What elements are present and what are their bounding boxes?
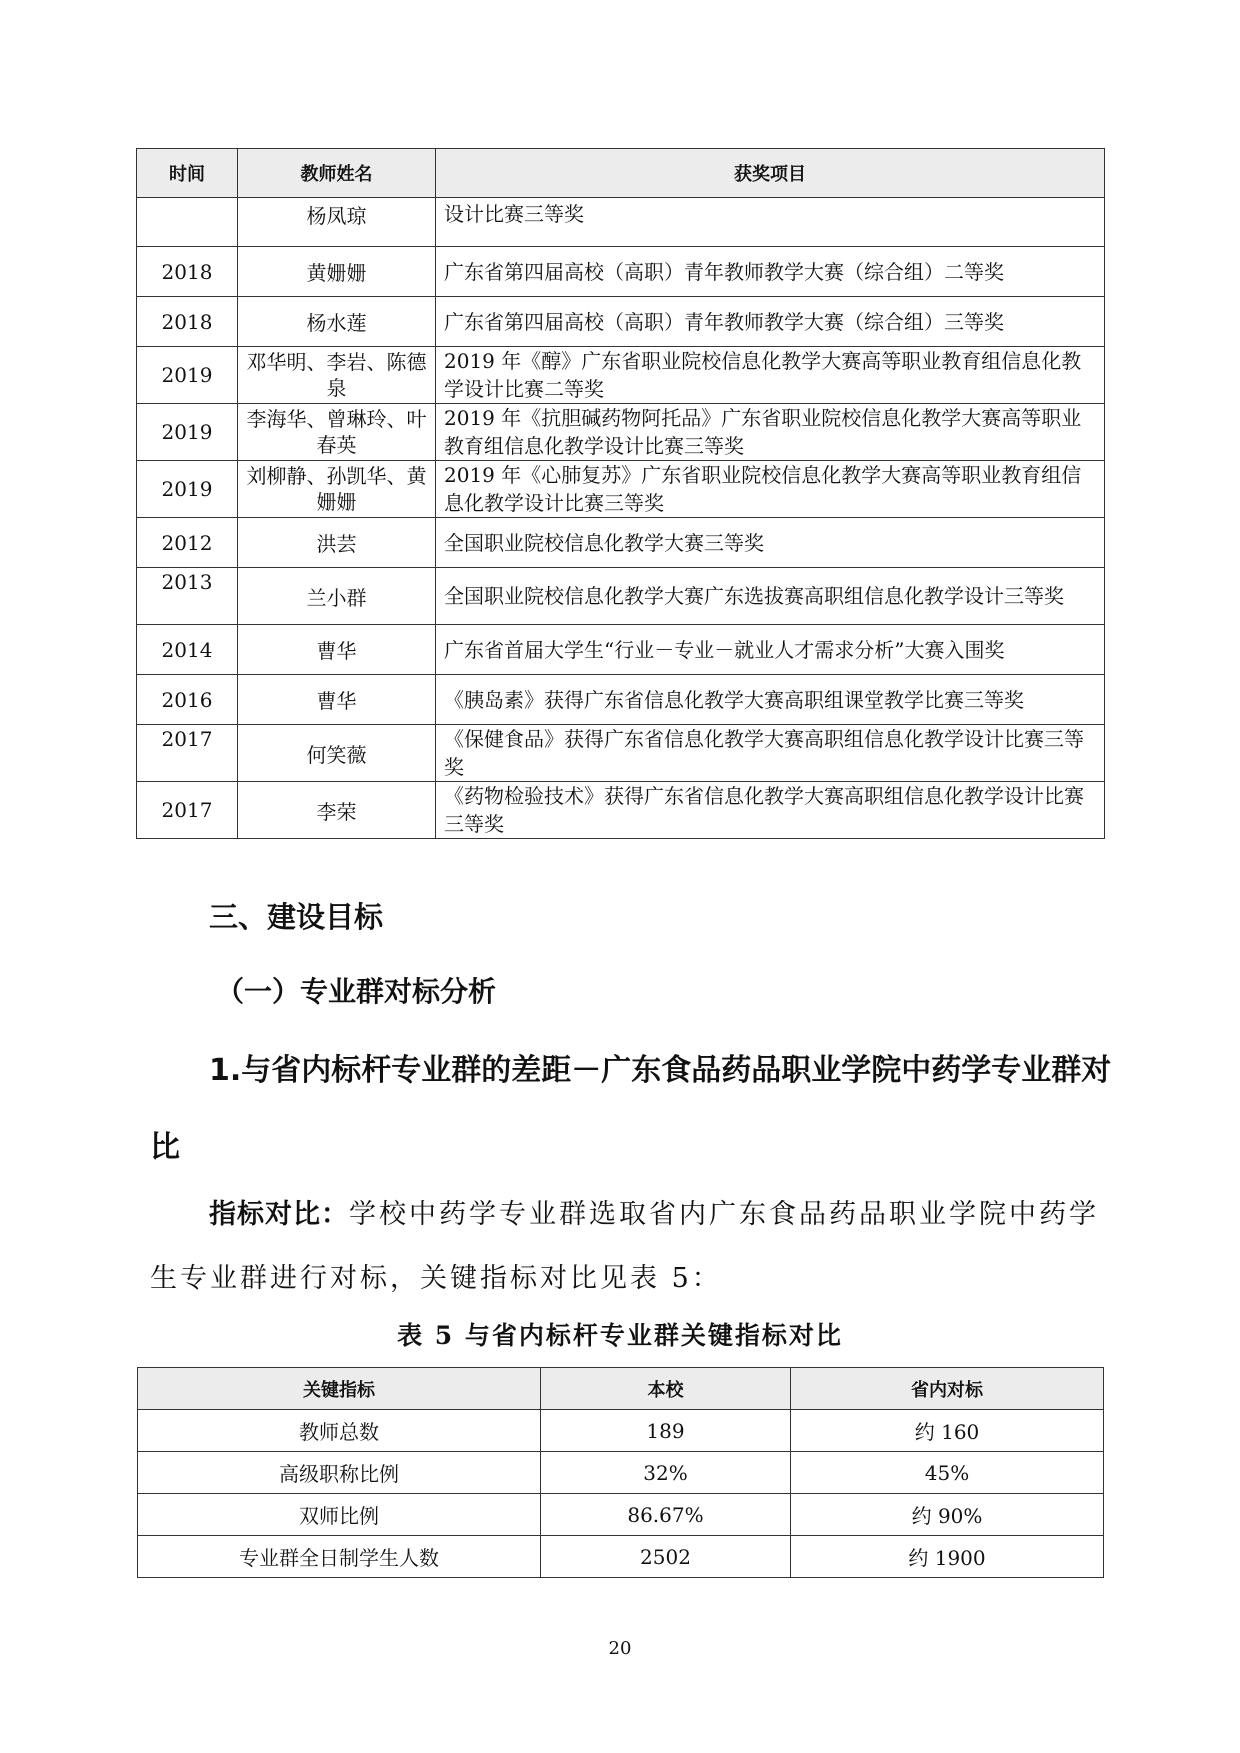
table-row	[138, 1410, 1104, 1452]
teacher-cell: 李荣	[238, 782, 436, 839]
school-cell: 32%	[541, 1452, 791, 1494]
award-cell: 《胰岛素》获得广东省信息化教学大赛高职组课堂教学比赛三等奖	[436, 675, 1105, 725]
teacher-cell: 洪芸	[238, 518, 436, 568]
table-row	[137, 247, 1105, 297]
header-school: 本校	[541, 1368, 791, 1410]
year-cell: 2019	[137, 404, 238, 461]
teacher-cell: 黄姗姗	[238, 247, 436, 297]
teacher-cell: 杨水莲	[238, 297, 436, 347]
metric-cell: 教师总数	[138, 1410, 541, 1452]
benchmark-cell: 约 90%	[791, 1494, 1104, 1536]
school-cell: 189	[541, 1410, 791, 1452]
year-cell: 2012	[137, 518, 238, 568]
award-table-header-row	[137, 149, 1105, 198]
benchmark-cell: 45%	[791, 1452, 1104, 1494]
table-row	[137, 461, 1105, 518]
year-cell: 2019	[137, 461, 238, 518]
metric-cell: 高级职称比例	[138, 1452, 541, 1494]
year-cell	[137, 198, 238, 247]
table-row	[138, 1494, 1104, 1536]
teacher-cell: 李海华、曾琳玲、叶春英	[238, 404, 436, 461]
section-heading: 三、建设目标	[209, 900, 384, 934]
school-cell: 86.67%	[541, 1494, 791, 1536]
award-cell: 全国职业院校信息化教学大赛广东选拔赛高职组信息化教学设计三等奖	[436, 568, 1105, 625]
teacher-cell: 刘柳静、孙凯华、黄姗姗	[238, 461, 436, 518]
teacher-cell: 兰小群	[238, 568, 436, 625]
subsubsection-heading-line2: 比	[150, 1130, 180, 1165]
table-row	[137, 198, 1105, 247]
award-cell: 2019 年《心肺复苏》广东省职业院校信息化教学大赛高等职业教育组信息化教学设计比赛三等奖	[436, 461, 1105, 518]
year-cell: 2013	[137, 568, 238, 625]
table-row	[138, 1452, 1104, 1494]
award-cell: 2019 年《醇》广东省职业院校信息化教学大赛高等职业教育组信息化教学设计比赛二等奖	[436, 347, 1105, 404]
table-row	[137, 625, 1105, 675]
table-row	[137, 782, 1105, 839]
teacher-cell: 杨凤琼	[238, 198, 436, 247]
benchmark-cell: 约 160	[791, 1410, 1104, 1452]
metric-cell: 专业群全日制学生人数	[138, 1536, 541, 1578]
table-row	[138, 1536, 1104, 1578]
metric-table	[137, 1367, 1104, 1578]
teacher-cell: 曹华	[238, 675, 436, 725]
year-cell: 2017	[137, 782, 238, 839]
header-award: 获奖项目	[436, 149, 1105, 198]
award-cell: 广东省第四届高校（高职）青年教师教学大赛（综合组）三等奖	[436, 297, 1105, 347]
table-row	[137, 297, 1105, 347]
header-year: 时间	[137, 149, 238, 198]
table-row	[137, 568, 1105, 625]
table-caption: 表 5 与省内标杆专业群关键指标对比	[397, 1321, 843, 1350]
table-row	[137, 404, 1105, 461]
table-row	[137, 725, 1105, 782]
award-cell: 全国职业院校信息化教学大赛三等奖	[436, 518, 1105, 568]
year-cell: 2017	[137, 725, 238, 782]
table-row	[137, 518, 1105, 568]
paragraph-line2: 生专业群进行对标，关键指标对比见表 5：	[150, 1263, 722, 1294]
paragraph-line1	[209, 1192, 1099, 1231]
header-benchmark: 省内对标	[791, 1368, 1104, 1410]
header-teacher: 教师姓名	[238, 149, 436, 198]
year-cell: 2014	[137, 625, 238, 675]
year-cell: 2019	[137, 347, 238, 404]
teacher-cell: 邓华明、李岩、陈德泉	[238, 347, 436, 404]
paragraph-lead: 指标对比：	[209, 1199, 349, 1230]
year-cell: 2018	[137, 247, 238, 297]
award-cell: 广东省第四届高校（高职）青年教师教学大赛（综合组）二等奖	[436, 247, 1105, 297]
teacher-cell: 曹华	[238, 625, 436, 675]
paragraph-line1-text: 学校中药学专业群选取省内广东食品药品职业学院中药学	[349, 1199, 1099, 1230]
teacher-cell: 何笑薇	[238, 725, 436, 782]
metric-table-header-row	[138, 1368, 1104, 1410]
metric-cell: 双师比例	[138, 1494, 541, 1536]
table-row	[137, 675, 1105, 725]
award-table	[136, 148, 1105, 839]
header-metric: 关键指标	[138, 1368, 541, 1410]
benchmark-cell: 约 1900	[791, 1536, 1104, 1578]
award-cell: 广东省首届大学生“行业－专业－就业人才需求分析”大赛入围奖	[436, 625, 1105, 675]
award-cell: 2019 年《抗胆碱药物阿托品》广东省职业院校信息化教学大赛高等职业教育组信息化教学设计比赛三等奖	[436, 404, 1105, 461]
school-cell: 2502	[541, 1536, 791, 1578]
year-cell: 2018	[137, 297, 238, 347]
award-cell: 《保健食品》获得广东省信息化教学大赛高职组信息化教学设计比赛三等奖	[436, 725, 1105, 782]
year-cell: 2016	[137, 675, 238, 725]
subsection-heading: （一）专业群对标分析	[216, 975, 497, 1008]
award-cell: 设计比赛三等奖	[436, 198, 1105, 247]
table-row	[137, 347, 1105, 404]
award-cell: 《药物检验技术》获得广东省信息化教学大赛高职组信息化教学设计比赛三等奖	[436, 782, 1105, 839]
subsubsection-heading-line1: 1.与省内标杆专业群的差距－广东食品药品职业学院中药学专业群对	[209, 1053, 1112, 1088]
page-number: 20	[608, 1638, 632, 1659]
